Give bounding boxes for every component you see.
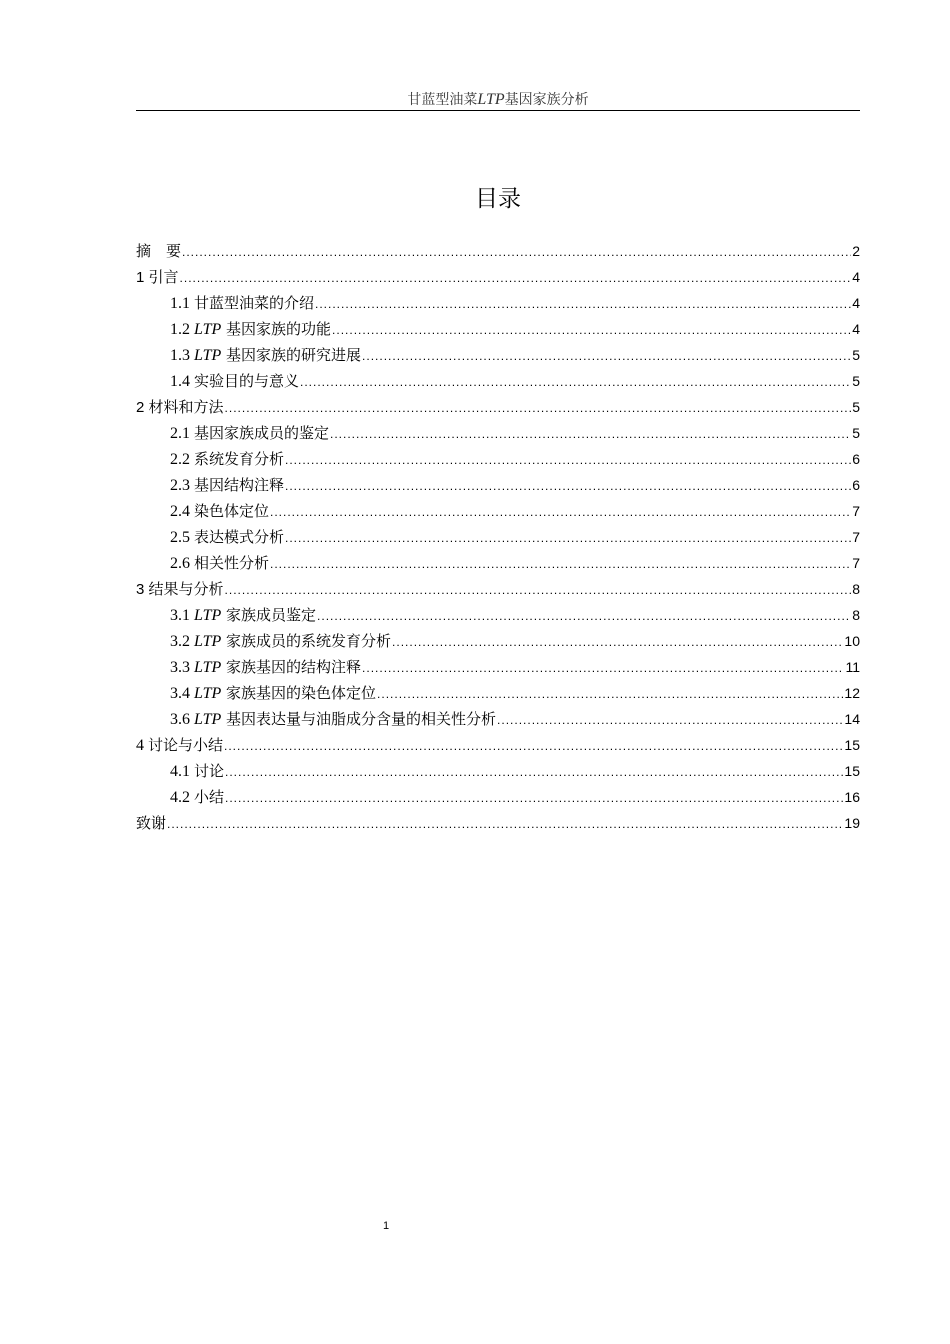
toc-entry-number: 3.4 <box>170 685 194 702</box>
header-title-prefix: 甘蓝型油菜 <box>407 92 478 108</box>
toc-entry-number: 3.6 <box>170 711 194 728</box>
toc-entry-label <box>170 680 376 706</box>
running-header <box>136 90 860 110</box>
toc-entry-text: 甘蓝型油菜的介绍 <box>194 294 315 312</box>
toc-page-number: 7 <box>852 555 860 571</box>
dot-leader <box>497 707 843 732</box>
toc-entry-text: 基因表达量与油脂成分含量的相关性分析 <box>226 710 497 728</box>
toc-title: 目录 <box>475 186 521 212</box>
toc-entry-3-6[interactable] <box>136 706 860 732</box>
toc-entry-gene: LTP <box>194 347 222 364</box>
toc-entry-label <box>170 602 316 628</box>
toc-entry-text: 家族成员鉴定 <box>226 606 317 624</box>
toc-entry-text: 小结 <box>194 788 225 806</box>
dot-leader <box>315 291 851 316</box>
toc-entry-text: 实验目的与意义 <box>194 372 300 390</box>
toc-entry-gene: LTP <box>194 321 222 338</box>
toc-page-number: 5 <box>852 373 860 389</box>
toc-entry-number: 3.2 <box>170 633 194 650</box>
toc-entry-number: 2.2 <box>170 451 194 468</box>
toc-entry-label <box>170 524 284 550</box>
toc-entry-number: 2.1 <box>170 425 194 442</box>
toc-entry-3-3[interactable] <box>136 654 860 680</box>
header-title-suffix: 基因家族分析 <box>504 92 589 108</box>
toc-entry-2-5[interactable] <box>136 524 860 550</box>
toc-page-number: 8 <box>852 581 860 597</box>
toc-page-number: 16 <box>844 789 860 805</box>
dot-leader <box>285 447 851 472</box>
toc-entry-chapter-4[interactable] <box>136 732 860 758</box>
toc-entry-number: 2 <box>136 399 149 416</box>
toc-entry-label <box>170 498 269 524</box>
toc-entry-text: 家族基因的染色体定位 <box>226 684 377 702</box>
toc-entry-1-2[interactable] <box>136 316 860 342</box>
toc-page-number: 6 <box>852 451 860 467</box>
toc-entry-label <box>136 238 181 264</box>
dot-leader <box>317 603 851 628</box>
toc-entry-number: 3 <box>136 581 149 598</box>
toc-entry-label <box>170 784 224 810</box>
toc-entry-label <box>170 316 331 342</box>
toc-entry-number: 1.3 <box>170 347 194 364</box>
toc-page-number: 5 <box>852 399 860 415</box>
toc-entry-2-6[interactable] <box>136 550 860 576</box>
toc-entry-label <box>170 758 224 784</box>
dot-leader <box>285 525 851 550</box>
dot-leader <box>285 473 851 498</box>
toc-page-number: 6 <box>852 477 860 493</box>
toc-entry-text: 染色体定位 <box>194 502 270 520</box>
toc-entry-label <box>136 394 224 420</box>
dot-leader <box>167 811 843 836</box>
toc-entry-text: 材料和方法 <box>148 398 224 416</box>
toc-entry-4-1[interactable] <box>136 758 860 784</box>
toc-entry-label <box>136 810 166 836</box>
toc-entry-1-4[interactable] <box>136 368 860 394</box>
dot-leader <box>392 629 843 654</box>
toc-page-number: 5 <box>852 425 860 441</box>
dot-leader <box>362 343 851 368</box>
toc-entry-text: 摘 要 <box>136 242 182 260</box>
toc-entry-gene: LTP <box>194 685 222 702</box>
toc-entry-label <box>136 576 224 602</box>
toc-entry-chapter-2[interactable] <box>136 394 860 420</box>
toc-entry-label <box>170 654 361 680</box>
header-rule <box>136 110 860 111</box>
toc-entry-number: 1.1 <box>170 295 194 312</box>
toc-entry-number: 3.1 <box>170 607 194 624</box>
toc-page-number: 7 <box>852 529 860 545</box>
toc-entry-3-1[interactable] <box>136 602 860 628</box>
toc-page-number: 2 <box>852 243 860 259</box>
toc-entry-abstract[interactable] <box>136 238 860 264</box>
toc-entry-label <box>170 290 314 316</box>
toc-entry-1-3[interactable] <box>136 342 860 368</box>
dot-leader <box>332 317 851 342</box>
toc-page-number: 15 <box>844 763 860 779</box>
toc-entry-text: 基因结构注释 <box>194 476 285 494</box>
dot-leader <box>182 239 851 264</box>
toc-page-number: 19 <box>844 815 860 831</box>
toc-page-number: 14 <box>844 711 860 727</box>
toc-entry-text: 基因家族的功能 <box>226 320 332 338</box>
dot-leader <box>270 551 851 576</box>
toc-entry-number: 1 <box>136 269 149 286</box>
toc-entry-gene: LTP <box>194 607 222 624</box>
dot-leader <box>224 733 843 758</box>
page-number-footer: 1 <box>382 1220 390 1232</box>
toc-entry-text: 结果与分析 <box>148 580 224 598</box>
toc-entry-label <box>136 264 179 290</box>
toc-entry-label <box>170 706 496 732</box>
toc-entry-text: 致谢 <box>136 814 167 832</box>
toc-entry-gene: LTP <box>194 711 222 728</box>
table-of-contents <box>136 238 860 836</box>
toc-page-number: 5 <box>852 347 860 363</box>
toc-entry-2-3[interactable] <box>136 472 860 498</box>
dot-leader <box>377 681 843 706</box>
toc-page-number: 4 <box>852 295 860 311</box>
toc-entry-3-4[interactable] <box>136 680 860 706</box>
toc-entry-label <box>170 368 299 394</box>
toc-entry-number: 4.2 <box>170 789 194 806</box>
toc-page-number: 10 <box>844 633 860 649</box>
toc-entry-number: 2.3 <box>170 477 194 494</box>
toc-page-number: 4 <box>852 269 860 285</box>
toc-entry-gene: LTP <box>194 633 222 650</box>
dot-leader <box>225 785 843 810</box>
toc-entry-number: 4.1 <box>170 763 194 780</box>
toc-entry-label <box>170 628 391 654</box>
toc-entry-text: 家族基因的结构注释 <box>226 658 362 676</box>
toc-entry-3-2[interactable] <box>136 628 860 654</box>
toc-entry-1-1[interactable] <box>136 290 860 316</box>
toc-entry-number: 2.6 <box>170 555 194 572</box>
toc-entry-text: 系统发育分析 <box>194 450 285 468</box>
toc-entry-chapter-3[interactable] <box>136 576 860 602</box>
toc-entry-number: 1.2 <box>170 321 194 338</box>
toc-entry-text: 基因家族的研究进展 <box>226 346 362 364</box>
dot-leader <box>180 265 852 290</box>
toc-entry-number: 2.4 <box>170 503 194 520</box>
toc-page-number: 11 <box>845 659 860 675</box>
toc-page-number: 8 <box>852 607 860 623</box>
toc-entry-number: 4 <box>136 737 148 754</box>
toc-page-number: 7 <box>852 503 860 519</box>
toc-page-number: 12 <box>844 685 860 701</box>
dot-leader <box>270 499 851 524</box>
toc-entry-text: 家族成员的系统发育分析 <box>226 632 392 650</box>
toc-entry-label <box>170 550 269 576</box>
toc-entry-label <box>170 342 361 368</box>
dot-leader <box>225 395 852 420</box>
toc-entry-text: 讨论与小结 <box>148 736 224 754</box>
toc-page-number: 4 <box>852 321 860 337</box>
dot-leader <box>225 759 843 784</box>
toc-entry-2-2[interactable] <box>136 446 860 472</box>
toc-entry-text: 相关性分析 <box>194 554 270 572</box>
toc-entry-acknowledgements[interactable] <box>136 810 860 836</box>
dot-leader <box>300 369 851 394</box>
toc-entry-text: 引言 <box>148 268 179 286</box>
header-title-gene: LTP <box>477 91 505 108</box>
toc-entry-chapter-1[interactable] <box>136 264 860 290</box>
toc-entry-text: 表达模式分析 <box>194 528 285 546</box>
toc-entry-number: 1.4 <box>170 373 194 390</box>
dot-leader <box>330 421 851 446</box>
toc-entry-label <box>170 446 284 472</box>
toc-entry-number: 3.3 <box>170 659 194 676</box>
toc-page-number: 15 <box>844 737 860 753</box>
toc-entry-number: 2.5 <box>170 529 194 546</box>
toc-entry-label <box>170 420 329 446</box>
toc-entry-gene: LTP <box>194 659 222 676</box>
toc-entry-label <box>170 472 284 498</box>
toc-entry-2-4[interactable] <box>136 498 860 524</box>
toc-entry-label <box>136 732 223 758</box>
toc-entry-text: 讨论 <box>194 762 225 780</box>
toc-entry-text: 基因家族成员的鉴定 <box>194 424 330 442</box>
dot-leader <box>225 577 852 602</box>
toc-entry-4-2[interactable] <box>136 784 860 810</box>
dot-leader <box>362 655 844 680</box>
toc-entry-2-1[interactable] <box>136 420 860 446</box>
